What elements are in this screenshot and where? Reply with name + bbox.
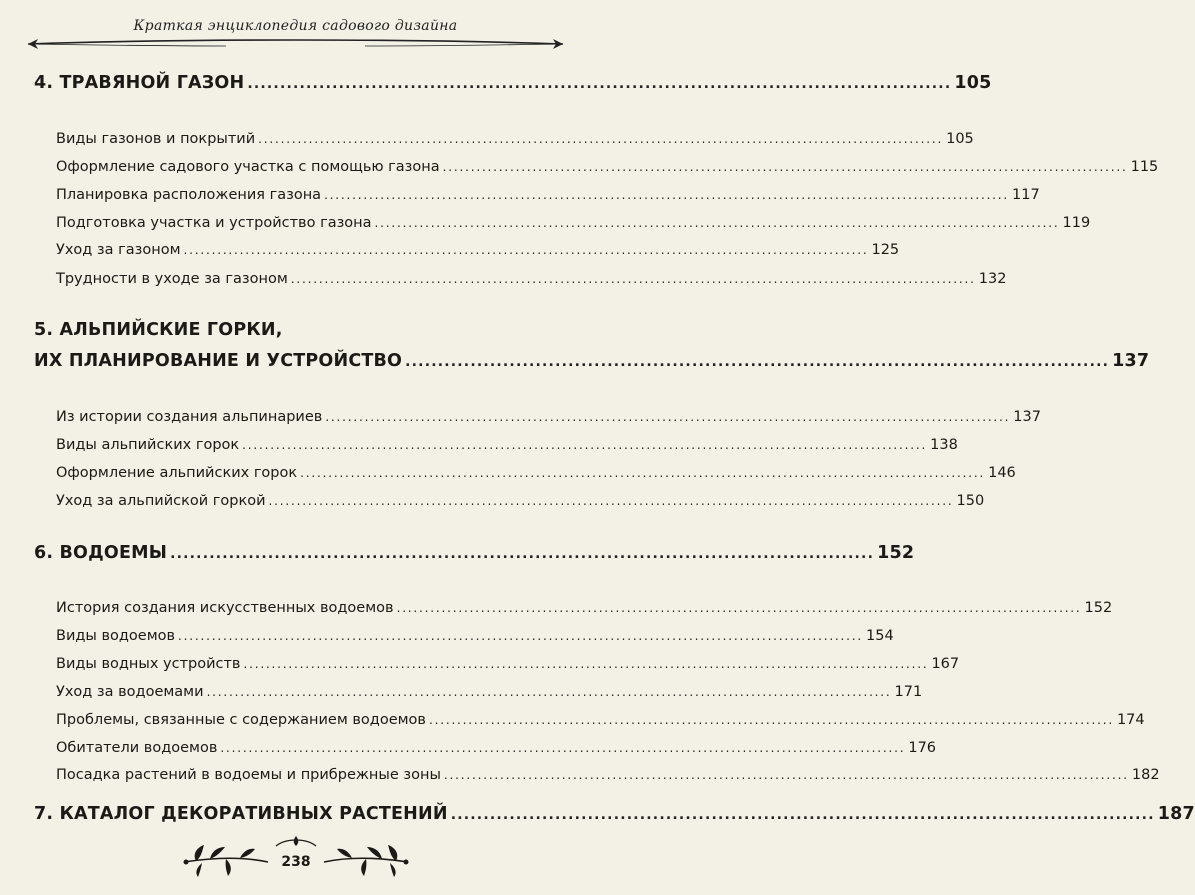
toc-entry[interactable] [34,493,985,509]
dot-leader: .......................................................................................................................... [242,438,928,452]
chapter-title: 6. ВОДОЕМЫ [34,543,168,563]
entry-title: Из истории создания альпинариев [56,409,323,425]
toc-chapter-5[interactable] [34,351,1150,371]
dot-leader: .......................................................................................................................... [442,160,1128,174]
dot-leader: ............................................................................................................ [405,354,1110,370]
dot-leader: .......................................................................................................................... [290,272,976,286]
page-ref: 105 [954,73,992,93]
entry-title: Проблемы, связанные с содержанием водоемов [56,712,426,728]
toc-entry[interactable] [34,767,1160,783]
page-ref: 150 [956,493,985,509]
dot-leader: .......................................................................................................................... [396,601,1082,615]
header-ornament-rule [26,36,565,54]
entry-title: История создания искусственных водоемов [56,600,394,616]
page-ref: 176 [908,740,937,756]
toc-entry[interactable] [34,187,1040,203]
toc-chapter-6[interactable] [34,543,915,563]
toc-entry[interactable] [34,131,974,147]
dot-leader: ............................................................................................................ [247,76,952,92]
entry-title: Уход за газоном [56,242,181,258]
page-ref: 174 [1116,712,1145,728]
entry-title: Планировка расположения газона [56,187,322,203]
page-ref: 146 [988,465,1016,481]
page-ref: 137 [1112,351,1150,371]
dot-leader: ............................................................................................................ [170,546,875,562]
dot-leader: .......................................................................................................................... [325,410,1011,424]
page-ref: 154 [866,628,894,644]
entry-title: Трудности в уходе за газоном [56,271,288,287]
dot-leader: .......................................................................................................................... [300,466,986,480]
dot-leader: .......................................................................................................................... [443,768,1129,782]
page-ref: 105 [946,131,974,147]
page-ref: 125 [871,242,900,258]
chapter-title: 4. ТРАВЯНОЙ ГАЗОН [34,73,245,93]
toc-entry[interactable] [34,656,960,672]
dot-leader: ............................................................................................................ [450,807,1155,823]
page-ref: 137 [1013,409,1041,425]
dot-leader: .......................................................................................................................... [243,657,929,671]
page-ref: 167 [931,656,960,672]
dot-leader: .......................................................................................................................... [206,685,892,699]
dot-leader: .......................................................................................................................... [324,188,1010,202]
page-ref: 152 [1084,600,1113,616]
toc-entry[interactable] [34,409,1041,425]
page-ref: 132 [978,271,1007,287]
toc-entry[interactable] [34,215,1091,231]
dot-leader: .......................................................................................................................... [258,132,944,146]
toc-entry[interactable] [34,684,923,700]
dot-leader: .......................................................................................................................... [428,713,1114,727]
toc-entry[interactable] [34,242,900,258]
toc-chapter-7[interactable] [34,804,1195,824]
toc-entry[interactable] [34,271,1007,287]
toc-entry[interactable] [34,465,1016,481]
toc-entry[interactable] [34,600,1113,616]
page-ref: 138 [930,437,958,453]
toc-entry[interactable] [34,628,894,644]
entry-title: Оформление альпийских горок [56,465,298,481]
entry-title: Оформление садового участка с помощью газона [56,159,440,175]
entry-title: Обитатели водоемов [56,740,218,756]
entry-title: Подготовка участка и устройство газона [56,215,372,231]
chapter-title: ИХ ПЛАНИРОВАНИЕ И УСТРОЙСТВО [34,351,403,371]
entry-title: Виды водоемов [56,628,176,644]
entry-title: Уход за водоемами [56,684,204,700]
page-ref: 119 [1062,215,1091,231]
dot-leader: .......................................................................................................................... [374,216,1060,230]
dot-leader: .......................................................................................................................... [178,629,864,643]
page-ref: 115 [1130,159,1159,175]
page-ref: 117 [1012,187,1040,203]
entry-title: Посадка растений в водоемы и прибрежные зоны [56,767,441,783]
entry-title: Виды альпийских горок [56,437,240,453]
page-footer [180,832,412,884]
toc-entry[interactable] [34,712,1145,728]
page-ref: 171 [894,684,923,700]
page-ref: 152 [877,543,915,563]
running-header [26,10,565,52]
page-number: 238 [281,854,311,870]
dot-leader: .......................................................................................................................... [268,494,954,508]
chapter-title: 7. КАТАЛОГ ДЕКОРАТИВНЫХ РАСТЕНИЙ [34,804,448,824]
toc-entry[interactable] [34,740,937,756]
entry-title: Виды газонов и покрытий [56,131,256,147]
toc-entry[interactable] [34,159,1159,175]
dot-leader: .......................................................................................................................... [183,243,869,257]
page-ref: 182 [1131,767,1160,783]
page-ref: 187 [1157,804,1195,824]
toc-entry[interactable] [34,437,958,453]
dot-leader: .......................................................................................................................... [220,741,906,755]
entry-title: Уход за альпийской горкой [56,493,266,509]
running-title: Краткая энциклопедия садового дизайна [133,18,458,34]
toc-chapter-4[interactable] [34,73,992,93]
entry-title: Виды водных устройств [56,656,241,672]
toc-chapter-5-title-line1[interactable]: 5. АЛЬПИЙСКИЕ ГОРКИ, [34,320,283,340]
